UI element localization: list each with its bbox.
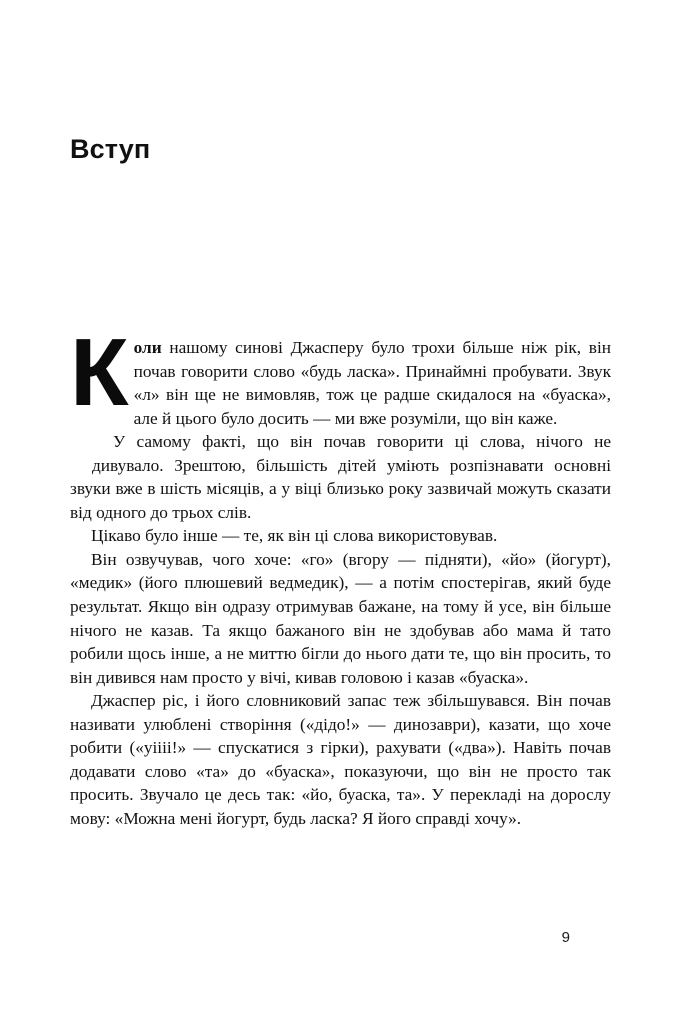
drop-cap-letter: К — [70, 319, 129, 426]
paragraph-3 — [70, 524, 611, 548]
dropcap-wrap-shim-a — [70, 410, 82, 434]
paragraph-4-text: Він озвучував, чого хоче: «го» (вгору — підняти), «йо» (йогурт), «медик» (його плюшевий ведмедик), — а потім спостерігав, який буде результат. Якщо він одразу отримував бажане, на тому й усе, він більше нічого не казав. Та якщо бажаного він не здобував або мама й тато робили щось інше, а не миттю бігли до нього дати те, що він просить, то він дивився нам просто у вічі, кивав головою і казав «буаска». — [70, 549, 611, 687]
paragraph-2-text: У самому факті, що він почав говорити ці слова, нічого не дивувало. Зрештою, більшість дітей уміють розпізнавати основні звуки вже в шість місяців, а у віці близько року зазвичай можуть сказати від одного до трьох слів. — [70, 432, 611, 522]
page-title: Вступ — [70, 134, 151, 164]
paragraph-1-text: нашому синові Джасперу було трохи більше ніж рік, він почав говорити слово «будь ласка». Принаймні пробувати. Звук «л» він ще не вимовляв, тож це радше скидалося на «буаска», але й цього було досить — ми вже розуміли, що він каже. — [133, 338, 611, 428]
paragraph-4 — [70, 548, 611, 689]
paragraph-5-text: Джаспер ріс, і його словниковий запас теж збільшувався. Він почав називати улюблені створіння («дідо!» — динозаври), казати, що хоче робити («уіііі!» — спускатися з гірки), рахувати («два»). Навіть почав додавати слово «та» до «буаска», показуючи, що він не просто так просить. Звучало це десь так: «йо, буаска, та». У перекладі на дорослу мову: «Можна мені йогурт, будь ласка? Я його справді хочу». — [70, 691, 611, 828]
lead-bold-text: оли — [133, 338, 162, 357]
body-text-block — [70, 319, 611, 830]
paragraph-2 — [70, 430, 611, 524]
page-number: 9 — [561, 929, 570, 946]
paragraph-5 — [70, 689, 611, 830]
paragraph-3-text: Цікаво було інше — те, як він ці слова використовував. — [91, 526, 498, 546]
dropcap-wrap-shim-b — [70, 434, 92, 458]
paragraph-1 — [70, 319, 611, 430]
